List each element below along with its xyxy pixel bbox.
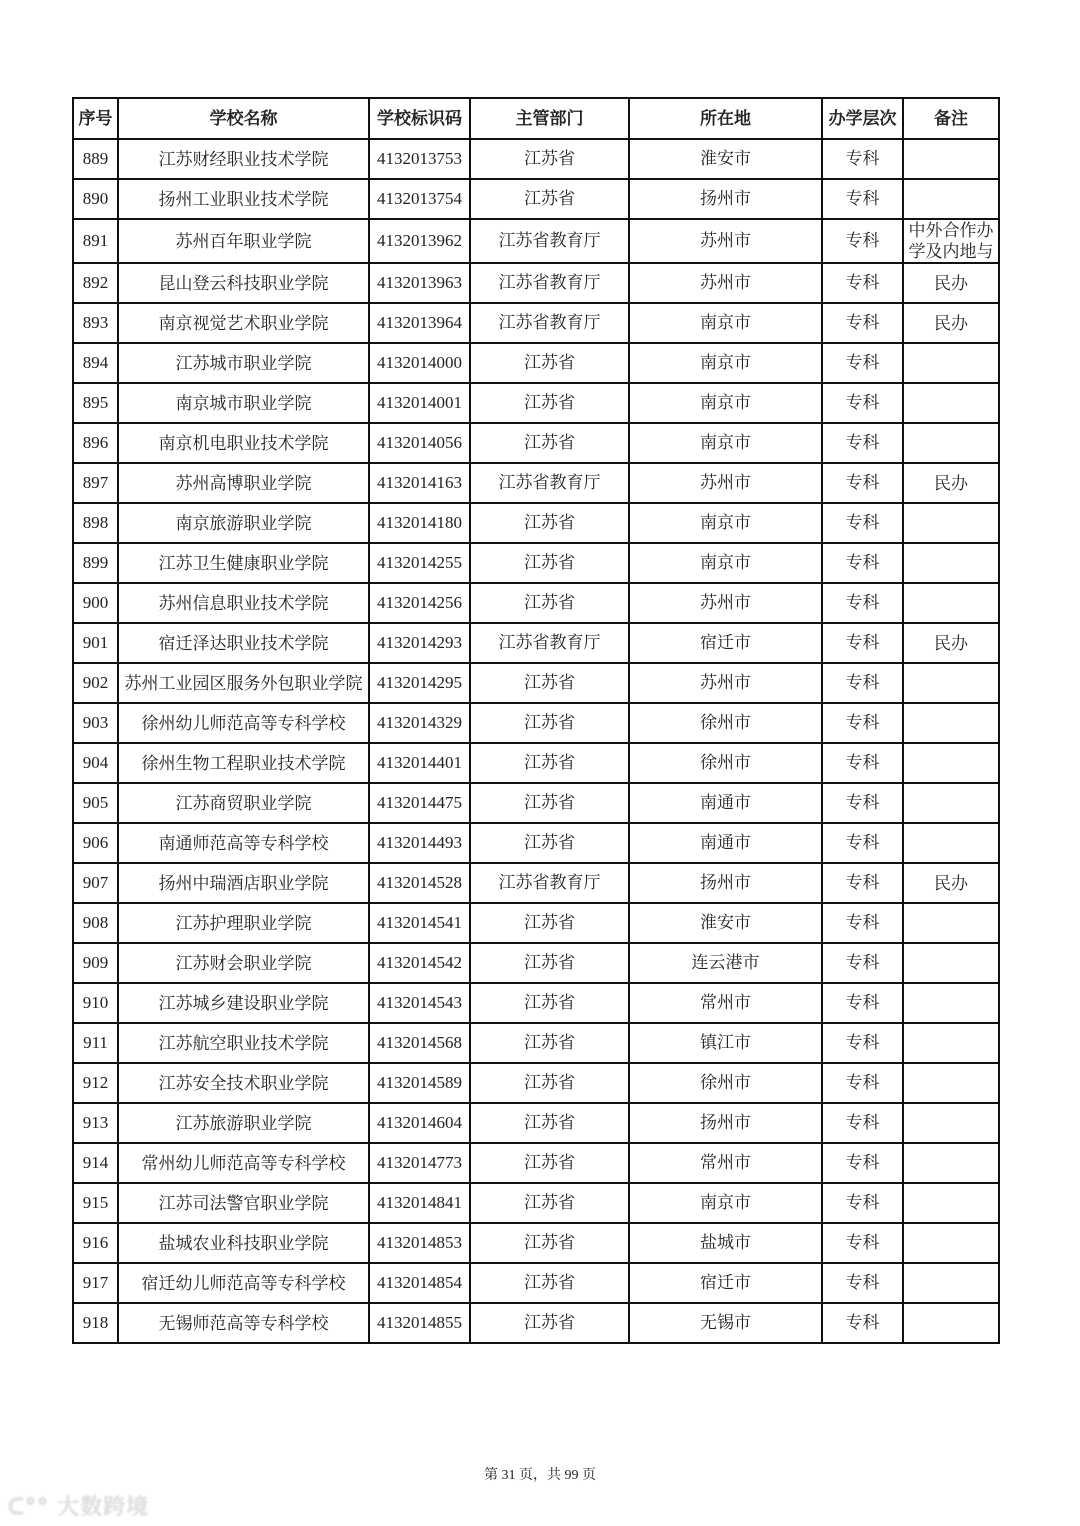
header-remarks: 备注	[903, 98, 999, 139]
cell-location: 南京市	[629, 383, 822, 423]
cell-school-name: 南京视觉艺术职业学院	[118, 303, 369, 343]
cell-school-code: 4132013754	[369, 179, 470, 219]
cell-authority: 江苏省	[470, 823, 629, 863]
table-row	[73, 463, 999, 503]
cell-school-code: 4132014841	[369, 1183, 470, 1223]
cell-authority: 江苏省	[470, 383, 629, 423]
cell-authority: 江苏省	[470, 543, 629, 583]
table-row	[73, 1063, 999, 1103]
cell-location: 南京市	[629, 503, 822, 543]
table-row	[73, 823, 999, 863]
cell-authority: 江苏省教育厅	[470, 219, 629, 263]
cell-school-code: 4132013962	[369, 219, 470, 263]
cell-authority: 江苏省	[470, 1303, 629, 1343]
cell-location: 宿迁市	[629, 1263, 822, 1303]
cell-school-name: 南京机电职业技术学院	[118, 423, 369, 463]
cell-remarks	[903, 1183, 999, 1223]
cell-authority: 江苏省教育厅	[470, 463, 629, 503]
cell-remarks	[903, 1263, 999, 1303]
table-row	[73, 663, 999, 703]
cell-level: 专科	[822, 503, 903, 543]
cell-school-name: 徐州幼儿师范高等专科学校	[118, 703, 369, 743]
cell-index: 891	[73, 219, 118, 263]
cell-level: 专科	[822, 1063, 903, 1103]
cell-location: 宿迁市	[629, 623, 822, 663]
cell-index: 908	[73, 903, 118, 943]
cell-school-code: 4132014568	[369, 1023, 470, 1063]
cell-index: 909	[73, 943, 118, 983]
cell-level: 专科	[822, 179, 903, 219]
schools-table	[72, 97, 1000, 1344]
table-row	[73, 1023, 999, 1063]
table-row	[73, 343, 999, 383]
cell-remarks	[903, 1223, 999, 1263]
cell-location: 扬州市	[629, 179, 822, 219]
cell-remarks	[903, 423, 999, 463]
table-header-row	[73, 98, 999, 139]
table-row	[73, 1143, 999, 1183]
cell-level: 专科	[822, 823, 903, 863]
table-row	[73, 1223, 999, 1263]
table-row	[73, 1263, 999, 1303]
cell-location: 常州市	[629, 1143, 822, 1183]
cell-authority: 江苏省	[470, 139, 629, 179]
cell-remarks	[903, 783, 999, 823]
table-row	[73, 263, 999, 303]
cell-location: 南通市	[629, 783, 822, 823]
cell-school-name: 苏州工业园区服务外包职业学院	[118, 663, 369, 703]
cell-index: 900	[73, 583, 118, 623]
cell-location: 苏州市	[629, 583, 822, 623]
cell-school-name: 江苏旅游职业学院	[118, 1103, 369, 1143]
cell-remarks	[903, 1063, 999, 1103]
cell-authority: 江苏省	[470, 663, 629, 703]
table-row	[73, 219, 999, 263]
cell-level: 专科	[822, 1263, 903, 1303]
cell-index: 912	[73, 1063, 118, 1103]
cell-level: 专科	[822, 863, 903, 903]
cell-remarks	[903, 903, 999, 943]
table-row	[73, 1103, 999, 1143]
cell-location: 南通市	[629, 823, 822, 863]
cell-level: 专科	[822, 383, 903, 423]
cell-level: 专科	[822, 943, 903, 983]
cell-index: 914	[73, 1143, 118, 1183]
header-school-name: 学校名称	[118, 98, 369, 139]
cell-authority: 江苏省	[470, 1183, 629, 1223]
cell-index: 913	[73, 1103, 118, 1143]
cell-school-code: 4132014255	[369, 543, 470, 583]
cell-remarks	[903, 983, 999, 1023]
cell-level: 专科	[822, 303, 903, 343]
cell-school-code: 4132013753	[369, 139, 470, 179]
cell-remarks	[903, 383, 999, 423]
cell-school-code: 4132014056	[369, 423, 470, 463]
table-row	[73, 503, 999, 543]
cell-school-code: 4132014163	[369, 463, 470, 503]
cell-index: 916	[73, 1223, 118, 1263]
cell-authority: 江苏省教育厅	[470, 263, 629, 303]
cell-school-code: 4132014293	[369, 623, 470, 663]
cell-school-code: 4132014528	[369, 863, 470, 903]
cell-school-name: 宿迁泽达职业技术学院	[118, 623, 369, 663]
cell-remarks	[903, 1023, 999, 1063]
cell-authority: 江苏省教育厅	[470, 303, 629, 343]
header-level: 办学层次	[822, 98, 903, 139]
table-row	[73, 543, 999, 583]
cell-location: 连云港市	[629, 943, 822, 983]
cell-school-name: 江苏司法警官职业学院	[118, 1183, 369, 1223]
cell-level: 专科	[822, 423, 903, 463]
cell-authority: 江苏省	[470, 1143, 629, 1183]
cell-level: 专科	[822, 623, 903, 663]
cell-location: 南京市	[629, 423, 822, 463]
cell-school-name: 扬州中瑞酒店职业学院	[118, 863, 369, 903]
cell-level: 专科	[822, 463, 903, 503]
cell-school-name: 南通师范高等专科学校	[118, 823, 369, 863]
cell-authority: 江苏省	[470, 343, 629, 383]
cell-remarks	[903, 179, 999, 219]
cell-school-code: 4132014854	[369, 1263, 470, 1303]
cell-location: 苏州市	[629, 463, 822, 503]
cell-school-name: 南京城市职业学院	[118, 383, 369, 423]
cell-school-name: 苏州信息职业技术学院	[118, 583, 369, 623]
cell-level: 专科	[822, 1223, 903, 1263]
cell-level: 专科	[822, 743, 903, 783]
cell-index: 907	[73, 863, 118, 903]
cell-remarks	[903, 139, 999, 179]
cell-remarks: 民办	[903, 623, 999, 663]
cell-level: 专科	[822, 1103, 903, 1143]
cell-school-name: 南京旅游职业学院	[118, 503, 369, 543]
cell-school-name: 徐州生物工程职业技术学院	[118, 743, 369, 783]
cell-school-name: 江苏城市职业学院	[118, 343, 369, 383]
cell-level: 专科	[822, 583, 903, 623]
cell-authority: 江苏省	[470, 583, 629, 623]
cell-school-name: 盐城农业科技职业学院	[118, 1223, 369, 1263]
cell-school-name: 江苏财会职业学院	[118, 943, 369, 983]
cell-index: 895	[73, 383, 118, 423]
cell-index: 911	[73, 1023, 118, 1063]
cell-level: 专科	[822, 219, 903, 263]
cell-authority: 江苏省	[470, 743, 629, 783]
cell-index: 904	[73, 743, 118, 783]
cell-school-code: 4132014000	[369, 343, 470, 383]
table-row	[73, 179, 999, 219]
cell-school-name: 宿迁幼儿师范高等专科学校	[118, 1263, 369, 1303]
cell-location: 南京市	[629, 303, 822, 343]
cell-school-code: 4132014329	[369, 703, 470, 743]
cell-location: 苏州市	[629, 219, 822, 263]
cell-location: 无锡市	[629, 1303, 822, 1343]
cell-index: 889	[73, 139, 118, 179]
cell-location: 淮安市	[629, 903, 822, 943]
cell-remarks: 民办	[903, 463, 999, 503]
cell-index: 892	[73, 263, 118, 303]
table-row	[73, 139, 999, 179]
cell-school-name: 江苏护理职业学院	[118, 903, 369, 943]
cell-index: 910	[73, 983, 118, 1023]
watermark-logo: ᑕ°° 大数跨境	[8, 1495, 150, 1520]
cell-remarks	[903, 823, 999, 863]
table-row	[73, 703, 999, 743]
cell-school-code: 4132013964	[369, 303, 470, 343]
cell-remarks	[903, 543, 999, 583]
cell-authority: 江苏省	[470, 1263, 629, 1303]
cell-index: 899	[73, 543, 118, 583]
cell-level: 专科	[822, 1303, 903, 1343]
cell-school-code: 4132014543	[369, 983, 470, 1023]
cell-school-name: 江苏航空职业技术学院	[118, 1023, 369, 1063]
cell-school-code: 4132014589	[369, 1063, 470, 1103]
table-row	[73, 1303, 999, 1343]
cell-school-name: 江苏安全技术职业学院	[118, 1063, 369, 1103]
cell-school-code: 4132014853	[369, 1223, 470, 1263]
cell-school-name: 江苏城乡建设职业学院	[118, 983, 369, 1023]
cell-school-name: 苏州百年职业学院	[118, 219, 369, 263]
cell-remarks	[903, 743, 999, 783]
table-row	[73, 783, 999, 823]
cell-remarks	[903, 943, 999, 983]
cell-school-code: 4132014475	[369, 783, 470, 823]
cell-school-name: 昆山登云科技职业学院	[118, 263, 369, 303]
cell-location: 淮安市	[629, 139, 822, 179]
cell-school-code: 4132014256	[369, 583, 470, 623]
cell-school-code: 4132014773	[369, 1143, 470, 1183]
table-row	[73, 1183, 999, 1223]
table-row	[73, 383, 999, 423]
cell-authority: 江苏省	[470, 503, 629, 543]
watermark-text: 大数跨境	[57, 1495, 150, 1520]
table-row	[73, 943, 999, 983]
cell-authority: 江苏省	[470, 1103, 629, 1143]
table-row	[73, 423, 999, 463]
cell-authority: 江苏省	[470, 903, 629, 943]
page-number: 第 31 页，共 99 页	[484, 1468, 596, 1483]
cell-location: 镇江市	[629, 1023, 822, 1063]
cell-location: 南京市	[629, 343, 822, 383]
cell-authority: 江苏省	[470, 1063, 629, 1103]
table-row	[73, 983, 999, 1023]
cell-school-code: 4132014604	[369, 1103, 470, 1143]
cell-remarks	[903, 1143, 999, 1183]
cell-school-name: 常州幼儿师范高等专科学校	[118, 1143, 369, 1183]
cell-remarks	[903, 663, 999, 703]
cell-index: 905	[73, 783, 118, 823]
cell-remarks	[903, 1303, 999, 1343]
cell-level: 专科	[822, 1143, 903, 1183]
cell-index: 897	[73, 463, 118, 503]
cell-index: 890	[73, 179, 118, 219]
table-row	[73, 303, 999, 343]
cell-remarks	[903, 343, 999, 383]
cell-school-code: 4132014542	[369, 943, 470, 983]
cell-level: 专科	[822, 983, 903, 1023]
cell-authority: 江苏省	[470, 983, 629, 1023]
cell-level: 专科	[822, 343, 903, 383]
cell-level: 专科	[822, 263, 903, 303]
cell-index: 917	[73, 1263, 118, 1303]
table-row	[73, 583, 999, 623]
cell-school-code: 4132014295	[369, 663, 470, 703]
cell-school-name: 扬州工业职业技术学院	[118, 179, 369, 219]
cell-school-code: 4132014401	[369, 743, 470, 783]
cell-remarks	[903, 1103, 999, 1143]
cell-school-code: 4132014855	[369, 1303, 470, 1343]
cell-location: 徐州市	[629, 703, 822, 743]
cell-school-code: 4132014541	[369, 903, 470, 943]
cell-index: 906	[73, 823, 118, 863]
cell-location: 南京市	[629, 543, 822, 583]
table-row	[73, 743, 999, 783]
cell-index: 893	[73, 303, 118, 343]
cell-school-code: 4132013963	[369, 263, 470, 303]
table-row	[73, 623, 999, 663]
cell-remarks: 民办	[903, 263, 999, 303]
cell-authority: 江苏省教育厅	[470, 623, 629, 663]
cell-location: 扬州市	[629, 1103, 822, 1143]
cell-school-name: 无锡师范高等专科学校	[118, 1303, 369, 1343]
cell-remarks	[903, 583, 999, 623]
cell-location: 南京市	[629, 1183, 822, 1223]
cell-level: 专科	[822, 703, 903, 743]
cell-location: 常州市	[629, 983, 822, 1023]
cell-index: 918	[73, 1303, 118, 1343]
cell-location: 盐城市	[629, 1223, 822, 1263]
cell-school-name: 江苏卫生健康职业学院	[118, 543, 369, 583]
cell-remarks	[903, 703, 999, 743]
cell-remarks	[903, 503, 999, 543]
cell-level: 专科	[822, 1023, 903, 1063]
cell-index: 898	[73, 503, 118, 543]
cell-remarks: 民办	[903, 863, 999, 903]
cell-index: 903	[73, 703, 118, 743]
cell-location: 徐州市	[629, 1063, 822, 1103]
cell-school-name: 江苏财经职业技术学院	[118, 139, 369, 179]
cell-level: 专科	[822, 903, 903, 943]
cell-location: 苏州市	[629, 263, 822, 303]
cell-location: 扬州市	[629, 863, 822, 903]
cell-level: 专科	[822, 663, 903, 703]
cell-index: 915	[73, 1183, 118, 1223]
cell-level: 专科	[822, 139, 903, 179]
cell-school-code: 4132014180	[369, 503, 470, 543]
cell-level: 专科	[822, 1183, 903, 1223]
cell-authority: 江苏省	[470, 1223, 629, 1263]
cell-authority: 江苏省	[470, 783, 629, 823]
cell-authority: 江苏省	[470, 423, 629, 463]
cell-authority: 江苏省	[470, 703, 629, 743]
cell-authority: 江苏省	[470, 1023, 629, 1063]
table-row	[73, 863, 999, 903]
header-location: 所在地	[629, 98, 822, 139]
cell-remarks: 中外合作办学及内地与	[903, 219, 999, 263]
cell-index: 901	[73, 623, 118, 663]
cell-index: 894	[73, 343, 118, 383]
cell-level: 专科	[822, 783, 903, 823]
cell-location: 苏州市	[629, 663, 822, 703]
cell-index: 902	[73, 663, 118, 703]
cell-authority: 江苏省	[470, 943, 629, 983]
table-row	[73, 903, 999, 943]
cell-location: 徐州市	[629, 743, 822, 783]
table-body	[73, 139, 999, 1343]
cell-authority: 江苏省	[470, 179, 629, 219]
cell-school-code: 4132014493	[369, 823, 470, 863]
header-school-code: 学校标识码	[369, 98, 470, 139]
cell-level: 专科	[822, 543, 903, 583]
cell-school-name: 江苏商贸职业学院	[118, 783, 369, 823]
cell-authority: 江苏省教育厅	[470, 863, 629, 903]
cell-school-code: 4132014001	[369, 383, 470, 423]
cell-school-name: 苏州高博职业学院	[118, 463, 369, 503]
header-index: 序号	[73, 98, 118, 139]
header-authority: 主管部门	[470, 98, 629, 139]
cell-index: 896	[73, 423, 118, 463]
cell-remarks: 民办	[903, 303, 999, 343]
